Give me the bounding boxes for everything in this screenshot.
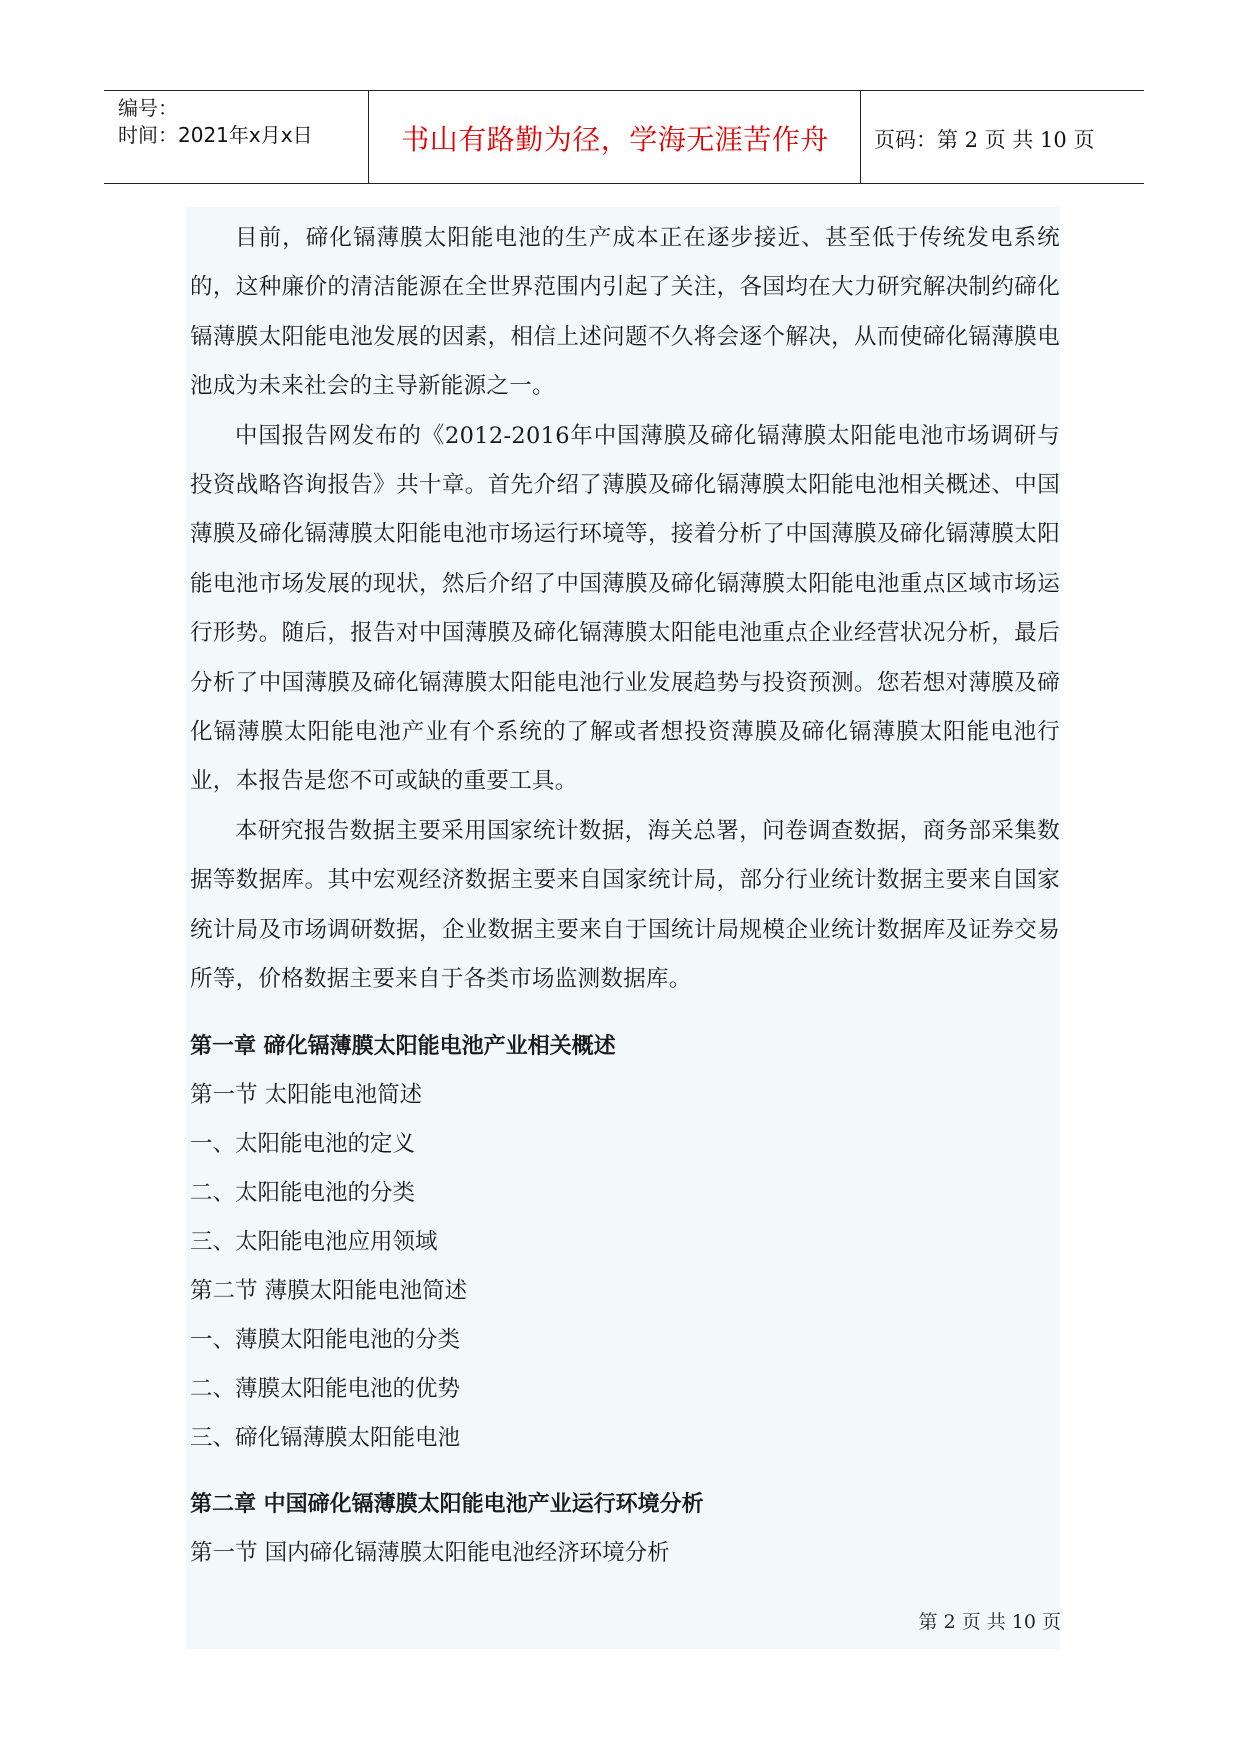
toc-item: 第一节 国内碲化镉薄膜太阳能电池经济环境分析 (190, 1539, 670, 1566)
toc-item: 第一节 太阳能电池简述 (190, 1081, 423, 1108)
toc-item: 一、太阳能电池的定义 (190, 1130, 416, 1157)
toc-item: 第二节 薄膜太阳能电池简述 (190, 1277, 468, 1304)
toc-item: 三、碲化镉薄膜太阳能电池 (190, 1424, 461, 1451)
toc-item: 二、太阳能电池的分类 (190, 1179, 416, 1206)
body-paragraph: 本研究报告数据主要采用国家统计数据，海关总署，问卷调查数据，商务部采集数据等数据库。其中宏观经济数据主要来自国家统计局，部分行业统计数据主要来自国家统计局及市场调研数据，企业数据主要来自于国统计局规模企业统计数据库及证券交易所等，价格数据主要来自于各类市场监测数据库。 (190, 817, 1060, 993)
header-divider-left (368, 91, 369, 183)
header-page-label: 页码：第 2 页 共 10 页 (874, 128, 1095, 152)
toc-item: 一、薄膜太阳能电池的分类 (190, 1326, 461, 1353)
header-left-block (118, 95, 313, 149)
header-motto: 书山有路勤为径，学海无涯苦作舟 (401, 123, 829, 156)
document-number-label: 编号： (118, 96, 178, 120)
chapter-heading: 第一章 碲化镉薄膜太阳能电池产业相关概述 (190, 1033, 616, 1059)
toc-item: 二、薄膜太阳能电池的优势 (190, 1375, 461, 1402)
page-header (104, 90, 1144, 184)
toc-item: 三、太阳能电池应用领域 (190, 1228, 438, 1255)
body-paragraph: 目前，碲化镉薄膜太阳能电池的生产成本正在逐步接近、甚至低于传统发电系统的，这种廉价的清洁能源在全世界范围内引起了关注，各国均在大力研究解决制约碲化镉薄膜太阳能电池发展的因素，相信上述问题不久将会逐个解决，从而使碲化镉薄膜电池成为未来社会的主导新能源之一。 (190, 225, 1060, 400)
page-footer: 第 2 页 共 10 页 (918, 1611, 1061, 1633)
chapter-heading: 第二章 中国碲化镉薄膜太阳能电池产业运行环境分析 (190, 1491, 704, 1517)
body-paragraph: 中国报告网发布的《2012-2016年中国薄膜及碲化镉薄膜太阳能电池市场调研与投资战略咨询报告》共十章。首先介绍了薄膜及碲化镉薄膜太阳能电池相关概述、中国薄膜及碲化镉薄膜太阳能电池市场运行环境等，接着分析了中国薄膜及碲化镉薄膜太阳能电池市场发展的现状，然后介绍了中国薄膜及碲化镉薄膜太阳能电池重点区域市场运行形势。随后，报告对中国薄膜及碲化镉薄膜太阳能电池重点企业经营状况分析，最后分析了中国薄膜及碲化镉薄膜太阳能电池行业发展趋势与投资预测。您若想对薄膜及碲化镉薄膜太阳能电池产业有个系统的了解或者想投资薄膜及碲化镉薄膜太阳能电池行业，本报告是您不可或缺的重要工具。 (190, 422, 1060, 795)
header-divider-right (860, 91, 861, 183)
document-body (190, 214, 1060, 1578)
document-time-label: 时间：2021年x月x日 (118, 123, 313, 147)
